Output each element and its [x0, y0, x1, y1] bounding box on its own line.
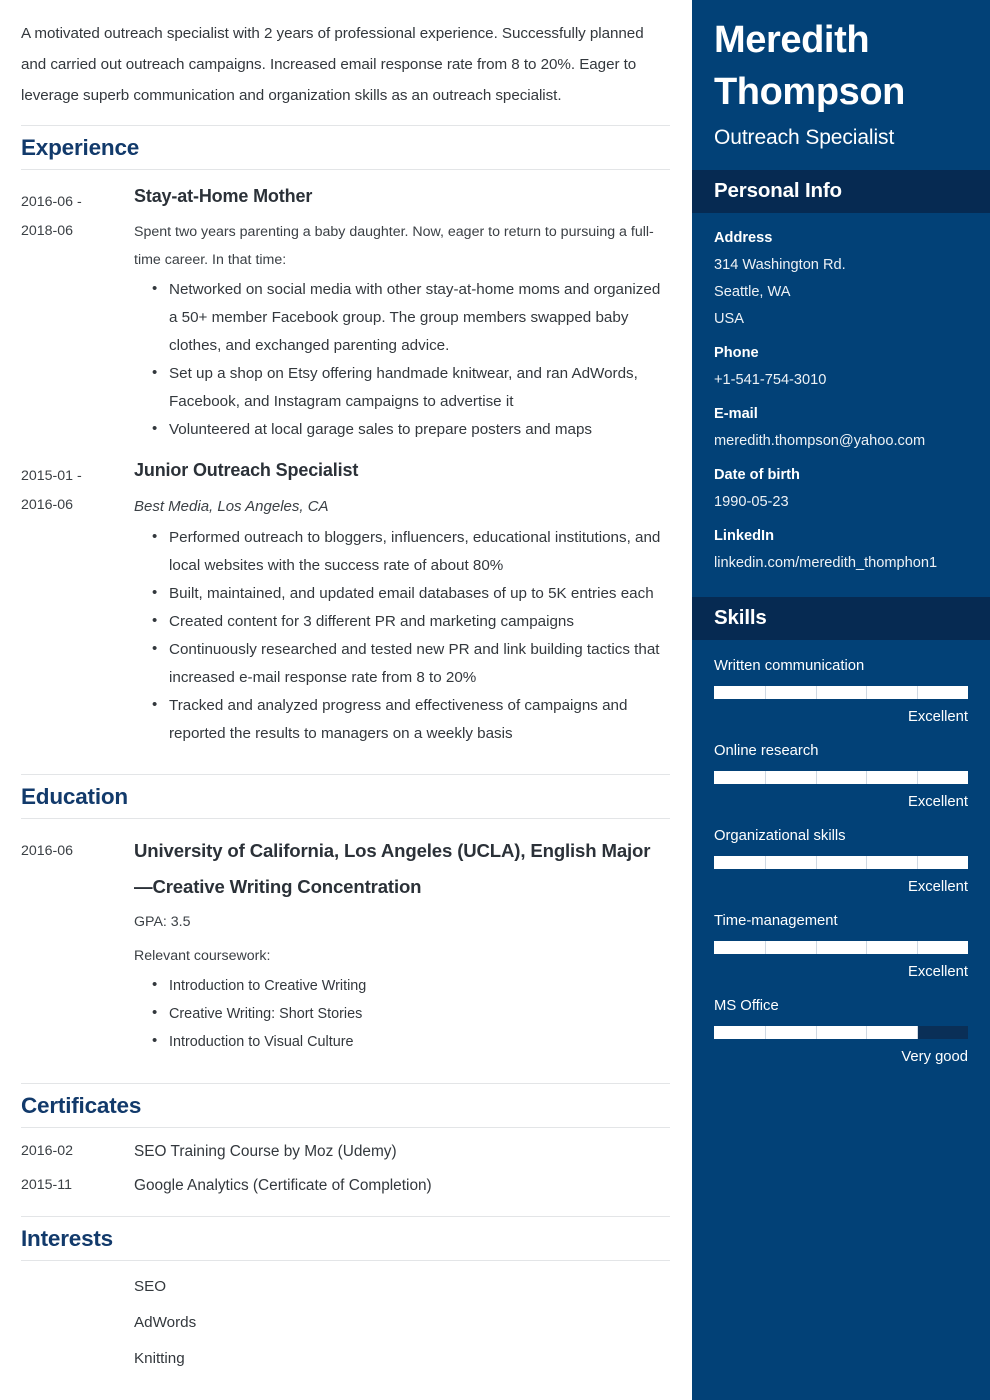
- info-label: Phone: [714, 345, 759, 361]
- interest-name: AdWords: [134, 1314, 197, 1331]
- info-block-date-of-birth: [714, 464, 968, 513]
- certificate-date: 2016-02: [21, 1143, 74, 1159]
- sidebar: [692, 0, 990, 1400]
- skill-bar-segment-tick: [917, 941, 918, 954]
- skill-item: [714, 656, 968, 728]
- date-line-start: 2016-06 -: [21, 194, 82, 210]
- list-item: • Created content for 3 different PR and marketing campaigns: [152, 608, 666, 636]
- skill-bar-segment-tick: [816, 1026, 817, 1039]
- sidebar-header: [692, 0, 990, 170]
- info-label: Address: [714, 230, 773, 246]
- section-certificates: [21, 1083, 670, 1196]
- info-block-email: [714, 403, 968, 452]
- education-coursework-label: Relevant coursework:: [134, 948, 271, 964]
- education-entry-body: [134, 833, 670, 1056]
- list-item: • Introduction to Creative Writing: [152, 972, 666, 1000]
- interest-row: [21, 1333, 670, 1369]
- experience-job-title: Junior Outreach Specialist: [134, 460, 359, 480]
- skill-progress-bar: [714, 686, 968, 699]
- experience-entry-body: [134, 458, 670, 748]
- section-title-certificates: Certificates: [21, 1093, 142, 1118]
- skill-progress-fill: [714, 941, 968, 954]
- info-label: Date of birth: [714, 467, 800, 483]
- skill-bar-segment-tick: [866, 856, 867, 869]
- interest-row: [21, 1261, 670, 1297]
- skill-bar-segment-tick: [866, 771, 867, 784]
- interest-name: Knitting: [134, 1350, 185, 1367]
- skill-bar-segment-tick: [816, 686, 817, 699]
- skill-bar-segment-tick: [816, 771, 817, 784]
- section-header-certificates: [21, 1083, 670, 1128]
- skill-level-label: Very good: [901, 1049, 968, 1065]
- skill-bar-segment-tick: [917, 856, 918, 869]
- skill-progress-bar: [714, 941, 968, 954]
- info-value[interactable]: +1-541-754-3010: [714, 372, 827, 388]
- professional-summary: A motivated outreach specialist with 2 years of professional experience. Successfully planned and carried out outreach campaigns. Increased email response rate from 8 to 20%. Eager to leverage superb communication and organization skills as an outreach specialist.: [21, 25, 644, 104]
- list-item: • Networked on social media with other stay-at-home moms and organized a 50+ member Facebook group. The group members swapped baby clothes, and exchanged parenting advice.: [152, 276, 666, 360]
- education-entry: [21, 819, 670, 1056]
- skills-body: [692, 640, 990, 1068]
- education-gpa: GPA: 3.5: [134, 914, 191, 930]
- sidebar-section-title-skills: Skills: [714, 606, 767, 629]
- skill-item: [714, 826, 968, 898]
- section-experience: [21, 125, 670, 748]
- skill-level-label: Excellent: [907, 879, 968, 895]
- experience-entry: [21, 444, 670, 748]
- experience-entry-body: [134, 184, 670, 444]
- skill-progress-bar: [714, 1026, 968, 1039]
- skill-name: Organizational skills: [714, 828, 846, 844]
- education-entry-date: [21, 833, 134, 866]
- skill-bar-segment-tick: [816, 856, 817, 869]
- skill-bar-segment-tick: [866, 1026, 867, 1039]
- skill-progress-fill: [714, 686, 968, 699]
- skill-bar-segment-tick: [917, 686, 918, 699]
- education-degree-title: University of California, Los Angeles (UCLA), English Major—Creative Writing Concentration: [134, 840, 651, 897]
- interest-name: SEO: [134, 1278, 167, 1295]
- skill-bar-segment-tick: [765, 941, 766, 954]
- skill-level-label: Excellent: [907, 794, 968, 810]
- skill-item: [714, 741, 968, 813]
- candidate-name-line1: Meredith: [714, 19, 870, 61]
- experience-entry-date: [21, 184, 134, 246]
- sidebar-section-header-skills: [692, 597, 990, 640]
- info-value[interactable]: linkedin.com/meredith_thomphon1: [714, 555, 938, 571]
- date-line-start: 2015-01 -: [21, 468, 82, 484]
- list-item: • Creative Writing: Short Stories: [152, 1000, 666, 1028]
- info-value: Seattle, WA: [714, 284, 791, 300]
- info-block-phone: [714, 342, 968, 391]
- skill-name: Written communication: [714, 658, 865, 674]
- skill-name: Time-management: [714, 913, 838, 929]
- list-item: • Built, maintained, and updated email databases of up to 5K entries each: [152, 580, 666, 608]
- experience-job-title: Stay-at-Home Mother: [134, 186, 313, 206]
- experience-entry-date: [21, 458, 134, 520]
- experience-entry: [21, 170, 670, 444]
- sidebar-section-header-personal-info: [692, 170, 990, 213]
- certificate-row: [21, 1128, 670, 1162]
- sidebar-section-title-personal-info: Personal Info: [714, 179, 842, 202]
- info-value: 314 Washington Rd.: [714, 257, 846, 273]
- list-item: • Set up a shop on Etsy offering handmade knitwear, and ran AdWords, Facebook, and Instagram campaigns to advertise it: [152, 360, 666, 416]
- personal-info-body: [692, 213, 990, 574]
- experience-description: Spent two years parenting a baby daughter. Now, eager to return to pursuing a full-time career. In that time:: [134, 224, 654, 268]
- interest-gutter: [21, 1276, 134, 1297]
- skill-progress-bar: [714, 771, 968, 784]
- section-title-experience: Experience: [21, 135, 140, 160]
- certificate-name: Google Analytics (Certificate of Completion): [134, 1177, 432, 1194]
- list-item: • Introduction to Visual Culture: [152, 1028, 666, 1056]
- skill-name: Online research: [714, 743, 819, 759]
- skill-bar-segment-tick: [816, 941, 817, 954]
- skill-bar-segment-tick: [765, 771, 766, 784]
- skill-name: MS Office: [714, 998, 779, 1014]
- candidate-job-title: Outreach Specialist: [714, 126, 895, 149]
- education-coursework-list: [134, 972, 666, 1056]
- experience-bullet-list: [134, 276, 666, 444]
- info-label: LinkedIn: [714, 528, 774, 544]
- experience-bullet-list: [134, 524, 666, 748]
- skill-progress-fill: [714, 771, 968, 784]
- skill-bar-segment-tick: [765, 856, 766, 869]
- list-item: • Tracked and analyzed progress and effectiveness of campaigns and reported the results to managers on a weekly basis: [152, 692, 666, 748]
- skill-bar-segment-tick: [917, 1026, 918, 1039]
- skill-progress-fill: [714, 856, 968, 869]
- date-line-end: 2016-06: [21, 497, 74, 513]
- list-item: • Continuously researched and tested new PR and link building tactics that increased e-mail response rate from 8 to 20%: [152, 636, 666, 692]
- skill-bar-segment-tick: [866, 941, 867, 954]
- section-interests: [21, 1216, 670, 1369]
- skill-level-label: Excellent: [907, 964, 968, 980]
- certificate-date: 2015-11: [21, 1177, 73, 1193]
- info-block-linkedin: [714, 525, 968, 574]
- interest-gutter: [21, 1312, 134, 1333]
- info-value: 1990-05-23: [714, 494, 789, 510]
- info-value: USA: [714, 311, 745, 327]
- section-title-interests: Interests: [21, 1226, 113, 1251]
- skill-bar-segment-tick: [866, 686, 867, 699]
- certificate-row: [21, 1162, 670, 1196]
- list-item: • Performed outreach to bloggers, influencers, educational institutions, and local websites with the success rate of about 80%: [152, 524, 666, 580]
- certificate-name: SEO Training Course by Moz (Udemy): [134, 1143, 397, 1160]
- list-item: • Volunteered at local garage sales to prepare posters and maps: [152, 416, 666, 444]
- skill-progress-bar: [714, 856, 968, 869]
- interest-gutter: [21, 1348, 134, 1369]
- interest-row: [21, 1297, 670, 1333]
- skill-bar-segment-tick: [765, 686, 766, 699]
- info-block-address: [714, 227, 968, 330]
- skill-bar-segment-tick: [765, 1026, 766, 1039]
- skill-item: [714, 996, 968, 1068]
- candidate-name-line2: Thompson: [714, 71, 905, 113]
- experience-company: Best Media, Los Angeles, CA: [134, 498, 329, 515]
- skill-bar-segment-tick: [917, 771, 918, 784]
- section-title-education: Education: [21, 784, 128, 809]
- date-line-end: 2018-06: [21, 223, 74, 239]
- skill-item: [714, 911, 968, 983]
- date-line-start: 2016-06: [21, 843, 74, 859]
- skill-level-label: Excellent: [907, 709, 968, 725]
- info-label: E-mail: [714, 406, 758, 422]
- section-education: [21, 774, 670, 1056]
- section-header-interests: [21, 1216, 670, 1261]
- section-header-education: [21, 774, 670, 819]
- section-header-experience: [21, 125, 670, 170]
- info-value[interactable]: meredith.thompson@yahoo.com: [714, 433, 926, 449]
